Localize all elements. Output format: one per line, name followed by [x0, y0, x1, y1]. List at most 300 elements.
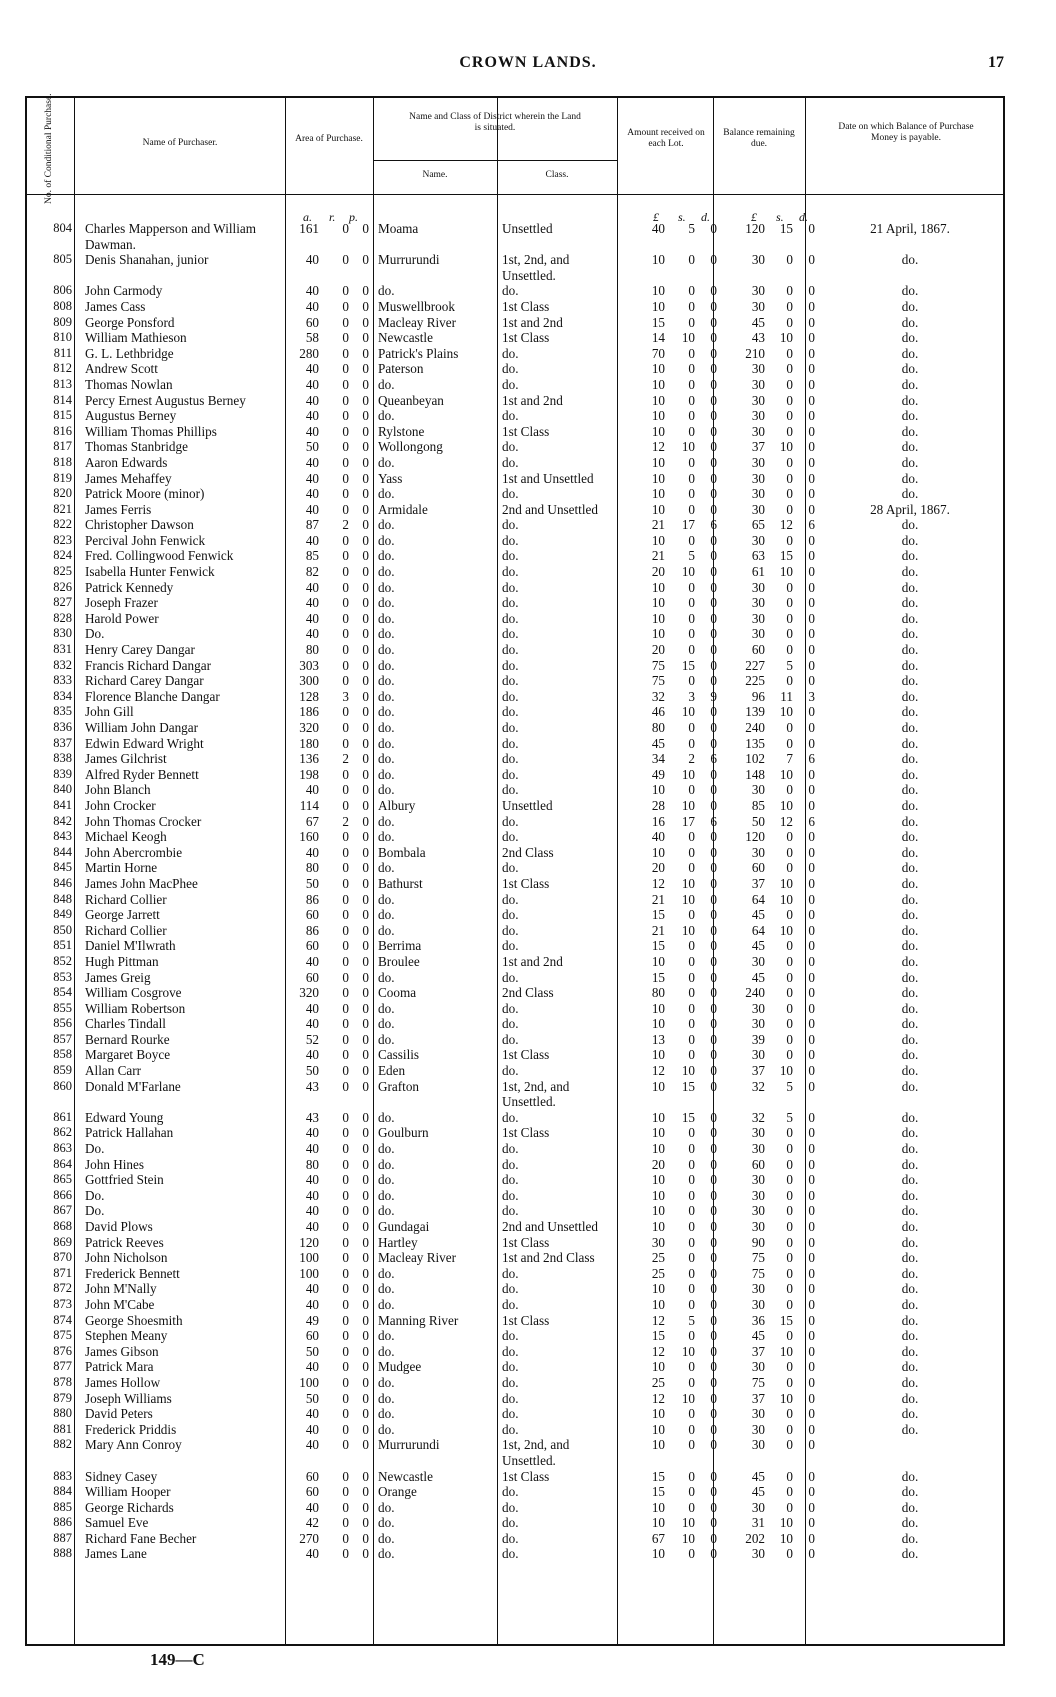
payable-date: do.	[901, 298, 919, 314]
amount-shillings: 0	[688, 1125, 695, 1141]
table-row	[27, 829, 1003, 845]
balance-pence: 0	[808, 1468, 815, 1484]
area-perches: 0	[362, 751, 369, 767]
amount-pence: 0	[710, 610, 717, 626]
payable-date: do.	[901, 1265, 919, 1281]
table-row	[27, 455, 1003, 471]
amount-pounds: 10	[651, 626, 665, 642]
amount-pence: 0	[710, 454, 717, 470]
district-name: Grafton	[378, 1078, 420, 1094]
district-class: do.	[502, 1141, 519, 1157]
district-name: do.	[378, 376, 395, 392]
row-number: 810	[53, 330, 72, 345]
amount-pence: 0	[710, 626, 717, 642]
amount-pence: 0	[710, 797, 717, 813]
amount-pounds: 25	[651, 1265, 665, 1281]
balance-pence: 0	[808, 953, 815, 969]
amount-pounds: 10	[651, 1000, 665, 1016]
district-name: do.	[378, 1328, 395, 1344]
unit-shillings-bal: s.	[776, 210, 784, 224]
running-title: CROWN LANDS.	[459, 54, 597, 71]
purchaser-name: Do.	[85, 1203, 105, 1219]
district-class: do.	[502, 283, 519, 299]
row-number: 809	[53, 314, 72, 329]
payable-date: do.	[901, 1484, 919, 1500]
amount-shillings: 0	[688, 1141, 695, 1157]
area-roods: 2	[342, 813, 349, 829]
balance-pounds: 32	[751, 1078, 765, 1094]
area-acres: 40	[305, 1296, 319, 1312]
area-acres: 40	[305, 782, 319, 798]
balance-shillings: 0	[786, 314, 793, 330]
district-class: do.	[502, 1172, 519, 1188]
amount-pounds: 15	[651, 969, 665, 985]
district-name: do.	[378, 486, 395, 502]
table-row	[27, 845, 1003, 861]
area-acres: 320	[299, 720, 319, 735]
area-perches: 0	[362, 1499, 369, 1515]
amount-shillings: 0	[688, 579, 695, 595]
amount-pounds: 10	[651, 283, 665, 299]
amount-pence: 0	[710, 1265, 717, 1281]
area-roods: 0	[342, 1374, 349, 1390]
payable-date: do.	[901, 1546, 919, 1562]
purchaser-name: Patrick Reeves	[85, 1234, 164, 1250]
purchaser-name: Do.	[85, 1187, 105, 1203]
district-name: Berrima	[378, 938, 422, 954]
area-roods: 0	[342, 1437, 349, 1453]
row-number: 884	[53, 1484, 72, 1499]
area-roods: 0	[342, 408, 349, 424]
balance-shillings: 0	[786, 1031, 793, 1047]
amount-shillings: 0	[688, 314, 695, 330]
payable-date: do.	[901, 423, 919, 439]
balance-pence: 0	[808, 1530, 815, 1546]
area-perches: 0	[362, 953, 369, 969]
purchaser-name: John Crocker	[85, 797, 156, 813]
amount-shillings: 10	[681, 564, 695, 580]
balance-shillings: 0	[786, 1187, 793, 1203]
area-acres: 40	[305, 1281, 319, 1297]
purchaser-name: Richard Fane Becher	[85, 1530, 197, 1546]
row-number: 827	[53, 595, 72, 610]
table-row	[27, 954, 1003, 970]
district-class: do.	[502, 1390, 519, 1406]
balance-pence: 0	[808, 1141, 815, 1157]
amount-pence: 0	[710, 1390, 717, 1406]
area-acres: 40	[305, 392, 319, 408]
district-class: do.	[502, 735, 519, 751]
district-name: Newcastle	[378, 330, 433, 346]
table-row	[27, 346, 1003, 362]
amount-pounds: 15	[651, 1328, 665, 1344]
balance-shillings: 0	[786, 1499, 793, 1515]
district-class: do.	[502, 548, 519, 564]
amount-shillings: 0	[688, 283, 695, 299]
table-row	[27, 471, 1003, 487]
payable-date: do.	[901, 1390, 919, 1406]
amount-shillings: 0	[688, 298, 695, 314]
balance-shillings: 10	[779, 439, 793, 455]
area-acres: 40	[305, 423, 319, 439]
table-row	[27, 361, 1003, 377]
balance-pence: 0	[808, 1016, 815, 1032]
amount-pounds: 10	[651, 1016, 665, 1032]
amount-shillings: 0	[688, 345, 695, 361]
balance-pounds: 30	[751, 1437, 765, 1453]
row-number: 861	[53, 1109, 72, 1124]
table-row	[27, 1016, 1003, 1032]
purchaser-name: John Thomas Crocker	[85, 813, 202, 829]
balance-pence: 0	[808, 797, 815, 813]
district-name: do.	[378, 1406, 395, 1422]
area-roods: 0	[342, 595, 349, 611]
amount-shillings: 3	[688, 688, 695, 704]
district-class: do.	[502, 408, 519, 424]
amount-shillings: 10	[681, 875, 695, 891]
purchaser-name: James Hollow	[85, 1374, 161, 1390]
purchaser-name: Margaret Boyce	[85, 1047, 171, 1063]
row-number: 804	[53, 221, 72, 235]
balance-shillings: 10	[779, 922, 793, 938]
amount-pence: 0	[710, 953, 717, 969]
district-class: do.	[502, 766, 519, 782]
row-number: 886	[53, 1515, 72, 1530]
amount-pounds: 10	[651, 782, 665, 798]
balance-pounds: 30	[751, 376, 765, 392]
balance-shillings: 0	[786, 1468, 793, 1484]
district-name: do.	[378, 1187, 395, 1203]
district-class: 1st and 2nd	[502, 392, 563, 408]
district-name: do.	[378, 813, 395, 829]
balance-shillings: 10	[779, 1063, 793, 1079]
balance-pence: 0	[808, 626, 815, 642]
amount-pounds: 75	[651, 657, 665, 673]
balance-pounds: 30	[751, 1281, 765, 1297]
balance-shillings: 10	[779, 1530, 793, 1546]
balance-pounds: 30	[751, 1172, 765, 1188]
row-number: 848	[53, 891, 72, 906]
balance-pounds: 102	[745, 751, 765, 767]
district-class: do.	[502, 1328, 519, 1344]
row-number: 850	[53, 922, 72, 937]
payable-date: do.	[901, 1296, 919, 1312]
district-name: Yass	[378, 470, 403, 486]
area-acres: 40	[305, 1359, 319, 1375]
row-number: 864	[53, 1156, 72, 1171]
amount-pence: 0	[710, 1468, 717, 1484]
payable-date: do.	[901, 345, 919, 361]
amount-shillings: 0	[688, 1281, 695, 1297]
purchaser-name: Do.	[85, 626, 105, 642]
area-roods: 0	[342, 1359, 349, 1375]
balance-pounds: 45	[751, 314, 765, 330]
amount-pounds: 10	[651, 953, 665, 969]
purchaser-name: Thomas Stanbridge	[85, 439, 188, 455]
district-name: Bathurst	[378, 875, 423, 891]
balance-pounds: 65	[751, 517, 765, 533]
amount-pounds: 12	[651, 439, 665, 455]
balance-pence: 0	[808, 657, 815, 673]
table-row	[27, 985, 1003, 1001]
district-name: do.	[378, 626, 395, 642]
balance-shillings: 10	[779, 1343, 793, 1359]
balance-pounds: 30	[751, 595, 765, 611]
amount-pence: 6	[710, 517, 717, 533]
purchaser-name: Christopher Dawson	[85, 517, 194, 533]
district-class: 1st Class	[502, 1234, 550, 1250]
purchaser-name: Mary Ann Conroy	[85, 1437, 182, 1453]
purchaser-name: William John Dangar	[85, 720, 199, 735]
row-number: 826	[53, 579, 72, 594]
area-acres: 50	[305, 1390, 319, 1406]
purchaser-name: Allan Carr	[85, 1063, 142, 1079]
row-number: 866	[53, 1187, 72, 1202]
amount-shillings: 10	[681, 704, 695, 720]
district-name: do.	[378, 907, 395, 923]
area-acres: 280	[299, 345, 319, 361]
balance-pounds: 120	[745, 829, 765, 845]
area-perches: 0	[362, 1141, 369, 1157]
payable-date: do.	[901, 1343, 919, 1359]
balance-pounds: 75	[751, 1374, 765, 1390]
area-roods: 0	[342, 985, 349, 1001]
district-name: Cassilis	[378, 1047, 420, 1063]
amount-shillings: 0	[688, 829, 695, 845]
balance-pounds: 30	[751, 1047, 765, 1063]
balance-shillings: 0	[786, 938, 793, 954]
unit-acres: a.	[303, 210, 312, 224]
amount-pence: 0	[710, 735, 717, 751]
unit-pence-bal: d.	[799, 210, 808, 224]
amount-shillings: 0	[688, 392, 695, 408]
balance-pounds: 45	[751, 969, 765, 985]
amount-pence: 0	[710, 361, 717, 377]
purchaser-name: George Shoesmith	[85, 1312, 183, 1328]
district-name: do.	[378, 1141, 395, 1157]
district-name: do.	[378, 860, 395, 876]
district-name: do.	[378, 1390, 395, 1406]
payable-date: do.	[901, 314, 919, 330]
area-acres: 50	[305, 1063, 319, 1079]
district-class: do.	[502, 532, 519, 548]
payable-date: do.	[901, 1063, 919, 1079]
amount-pounds: 10	[651, 1219, 665, 1234]
balance-pounds: 75	[751, 1265, 765, 1281]
balance-pence: 0	[808, 1203, 815, 1219]
payable-date: do.	[901, 548, 919, 564]
balance-shillings: 0	[786, 1546, 793, 1562]
amount-pence: 0	[710, 985, 717, 1001]
payable-date: do.	[901, 408, 919, 424]
area-roods: 0	[342, 548, 349, 564]
area-perches: 0	[362, 1109, 369, 1125]
balance-pounds: 64	[751, 922, 765, 938]
amount-pounds: 12	[651, 1063, 665, 1079]
table-row	[27, 221, 1003, 252]
balance-pounds: 60	[751, 1156, 765, 1172]
payable-date: do.	[901, 626, 919, 642]
area-acres: 80	[305, 860, 319, 876]
balance-pounds: 45	[751, 1328, 765, 1344]
area-acres: 40	[305, 376, 319, 392]
table-row	[27, 1531, 1003, 1547]
area-acres: 58	[305, 330, 319, 346]
district-name: Broulee	[378, 953, 420, 969]
area-roods: 0	[342, 1421, 349, 1437]
district-name: do.	[378, 1546, 395, 1562]
area-perches: 0	[362, 642, 369, 658]
balance-pounds: 37	[751, 1343, 765, 1359]
table-row	[27, 1125, 1003, 1141]
district-class: do.	[502, 860, 519, 876]
row-number: 842	[53, 813, 72, 828]
district-name: do.	[378, 564, 395, 580]
amount-shillings: 0	[688, 408, 695, 424]
area-perches: 0	[362, 1031, 369, 1047]
amount-pounds: 10	[651, 252, 665, 268]
district-class: do.	[502, 454, 519, 470]
table-row	[27, 548, 1003, 564]
area-roods: 0	[342, 969, 349, 985]
balance-pence: 0	[808, 1265, 815, 1281]
amount-shillings: 0	[688, 642, 695, 658]
amount-shillings: 0	[688, 470, 695, 486]
balance-pounds: 39	[751, 1031, 765, 1047]
payable-date: do.	[901, 532, 919, 548]
balance-shillings: 0	[786, 486, 793, 502]
district-class: do.	[502, 829, 519, 845]
area-roods: 0	[342, 1343, 349, 1359]
amount-pounds: 10	[651, 1437, 665, 1453]
row-number: 805	[53, 252, 72, 267]
amount-pounds: 67	[651, 1530, 665, 1546]
amount-pounds: 70	[651, 345, 665, 361]
purchaser-name: Michael Keogh	[85, 829, 167, 845]
area-roods: 0	[342, 829, 349, 845]
balance-pounds: 30	[751, 1296, 765, 1312]
row-number: 833	[53, 673, 72, 688]
balance-shillings: 0	[786, 782, 793, 798]
area-acres: 40	[305, 1187, 319, 1203]
amount-shillings: 10	[681, 1515, 695, 1531]
table-row	[27, 1203, 1003, 1219]
row-number: 834	[53, 688, 72, 703]
balance-pounds: 30	[751, 423, 765, 439]
header-district-name: Name.	[422, 170, 448, 180]
amount-pounds: 12	[651, 1343, 665, 1359]
balance-pounds: 43	[751, 330, 765, 346]
district-class: do.	[502, 1499, 519, 1515]
unit-pound: £	[653, 210, 659, 224]
area-roods: 0	[342, 532, 349, 548]
row-number: 882	[53, 1437, 72, 1452]
district-class: do.	[502, 1406, 519, 1422]
row-number: 830	[53, 626, 72, 641]
table-row	[27, 486, 1003, 502]
amount-shillings: 0	[688, 1359, 695, 1375]
district-class: do.	[502, 439, 519, 455]
amount-pence: 0	[710, 376, 717, 392]
amount-pence: 0	[710, 860, 717, 876]
balance-pence: 0	[808, 252, 815, 268]
amount-pence: 0	[710, 1031, 717, 1047]
area-acres: 40	[305, 470, 319, 486]
area-perches: 0	[362, 813, 369, 829]
district-name: do.	[378, 283, 395, 299]
purchaser-name: Harold Power	[85, 610, 159, 626]
amount-shillings: 0	[688, 735, 695, 751]
row-number: 853	[53, 969, 72, 984]
amount-pence: 0	[710, 1203, 717, 1219]
amount-pence: 0	[710, 720, 717, 735]
amount-shillings: 0	[688, 1265, 695, 1281]
area-acres: 40	[305, 1016, 319, 1032]
balance-shillings: 0	[786, 1484, 793, 1500]
area-perches: 0	[362, 376, 369, 392]
balance-shillings: 0	[786, 1281, 793, 1297]
amount-pounds: 10	[651, 470, 665, 486]
district-class: 1st and 2nd Class	[502, 1250, 595, 1266]
balance-shillings: 7	[786, 751, 793, 767]
table-row	[27, 424, 1003, 440]
amount-shillings: 2	[688, 751, 695, 767]
area-roods: 0	[342, 1250, 349, 1266]
balance-pounds: 30	[751, 1219, 765, 1234]
table-row	[27, 1047, 1003, 1063]
balance-pence: 0	[808, 891, 815, 907]
area-acres: 67	[305, 813, 319, 829]
row-number: 870	[53, 1250, 72, 1265]
balance-shillings: 0	[786, 1203, 793, 1219]
balance-pence: 0	[808, 969, 815, 985]
payable-date: do.	[901, 1172, 919, 1188]
area-roods: 0	[342, 1156, 349, 1172]
area-perches: 0	[362, 392, 369, 408]
district-class: do.	[502, 1281, 519, 1297]
payable-date: do.	[901, 813, 919, 829]
balance-pence: 6	[808, 517, 815, 533]
balance-pounds: 227	[745, 657, 765, 673]
area-roods: 2	[342, 517, 349, 533]
area-acres: 40	[305, 595, 319, 611]
amount-pence: 0	[710, 1109, 717, 1125]
balance-shillings: 0	[786, 1250, 793, 1266]
payable-date: do.	[901, 1281, 919, 1297]
balance-pence: 0	[808, 1359, 815, 1375]
balance-pence: 0	[808, 486, 815, 502]
purchaser-name: Patrick Moore (minor)	[85, 486, 205, 502]
district-name: do.	[378, 673, 395, 689]
purchaser-name: Thomas Nowlan	[85, 376, 173, 392]
amount-pounds: 45	[651, 735, 665, 751]
payable-date: do.	[901, 1125, 919, 1141]
area-acres: 60	[305, 314, 319, 330]
area-roods: 0	[342, 735, 349, 751]
balance-pounds: 37	[751, 439, 765, 455]
balance-pence: 0	[808, 860, 815, 876]
district-class: 1st Class	[502, 423, 550, 439]
balance-pounds: 30	[751, 626, 765, 642]
amount-shillings: 10	[681, 330, 695, 346]
amount-pounds: 10	[651, 1187, 665, 1203]
area-acres: 100	[299, 1265, 319, 1281]
amount-pounds: 15	[651, 907, 665, 923]
row-number: 836	[53, 720, 72, 734]
amount-pence: 0	[710, 314, 717, 330]
table-row	[27, 1172, 1003, 1188]
row-number: 815	[53, 408, 72, 423]
